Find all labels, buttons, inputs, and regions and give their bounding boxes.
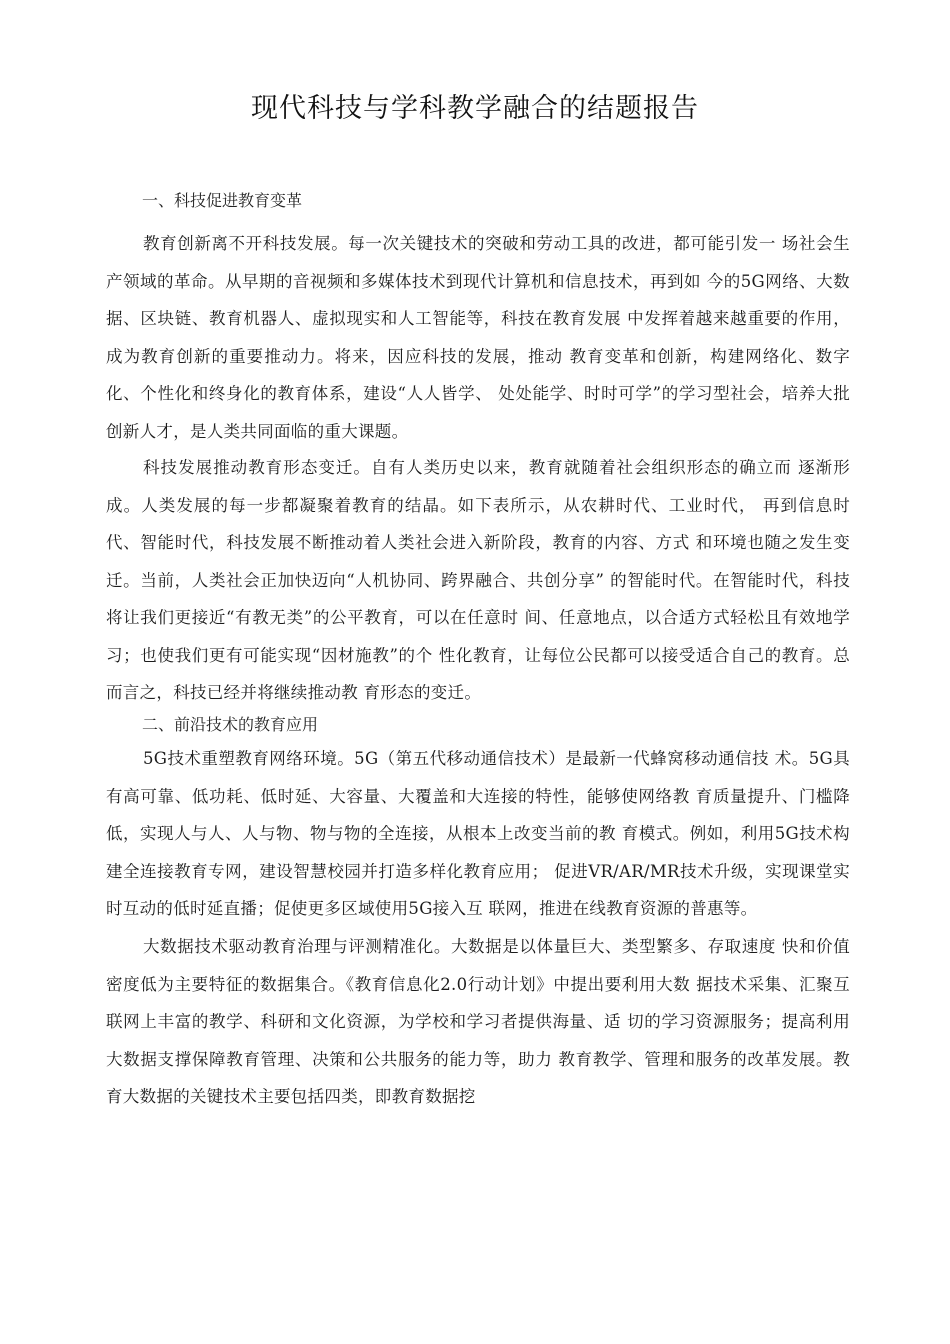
section-1-paragraph-2: 科技发展推动教育形态变迁。自有人类历史以来，教育就随着社会组织形态的确立而 逐渐形成。人类发展的每一步都凝聚着教育的结晶。如下表所示，从农耕时代、工业时代， 再到信息时代、智能时代，科技发展不断推动着人类社会进入新阶段，教育的内容、方式 和环境也随之发生变迁。当前，人类社会正加快迈向“人机协同、跨界融合、共创分享” 的智能时代。在智能时代，科技将让我们更接近“有教无类”的公平教育，可以在任意时 间、任意地点，以合适方式轻松且有效地学习；也使我们更有可能实现“因材施教”的个 性化教育，让每位公民都可以接受适合自己的教育。总而言之，科技已经并将继续推动教 育形态的变迁。 bbox=[106, 458, 850, 702]
section-heading-1: 一、科技促进教育变革 bbox=[142, 191, 303, 210]
section-1-paragraph-1: 教育创新离不开科技发展。每一次关键技术的突破和劳动工具的改进，都可能引发一 场社会生产领域的革命。从早期的音视频和多媒体技术到现代计算机和信息技术，再到如 今的5G网络、大数据、区块链、教育机器人、虚拟现实和人工智能等，科技在教育发展 中发挥着越来越重要的作用，成为教育创新的重要推动力。将来，因应科技的发展，推动 教育变革和创新，构建网络化、数字化、个性化和终身化的教育体系，建设“人人皆学、 处处能学、时时可学”的学习型社会，培养大批创新人才，是人类共同面临的重大课题。 bbox=[106, 234, 850, 441]
document-title: 现代科技与学科教学融合的结题报告 bbox=[251, 93, 699, 124]
section-2-paragraph-1: 5G技术重塑教育网络环境。5G（第五代移动通信技术）是最新一代蜂窝移动通信技 术。5G具有高可靠、低功耗、低时延、大容量、大覆盖和大连接的特性，能够使网络教 育质量提升、门槛降低，实现人与人、人与物、物与物的全连接，从根本上改变当前的教 育模式。例如，利用5G技术构建全连接教育专网，建设智慧校园并打造多样化教育应用； 促进VR/AR/MR技术升级，实现课堂实时互动的低时延直播；促使更多区域使用5G接入互 联网，推进在线教育资源的普惠等。 bbox=[106, 749, 850, 918]
section-2-paragraph-2: 大数据技术驱动教育治理与评测精准化。大数据是以体量巨大、类型繁多、存取速度 快和价值密度低为主要特征的数据集合。《教育信息化2.0行动计划》中提出要利用大数 据技术采集、汇聚互联网上丰富的教学、科研和文化资源，为学校和学习者提供海量、适 切的学习资源服务；提高利用大数据支撑保障教育管理、决策和公共服务的能力等，助力 教育教学、管理和服务的改革发展。教育大数据的关键技术主要包括四类，即教育数据挖 bbox=[106, 937, 850, 1106]
section-heading-2: 二、前沿技术的教育应用 bbox=[142, 715, 319, 734]
